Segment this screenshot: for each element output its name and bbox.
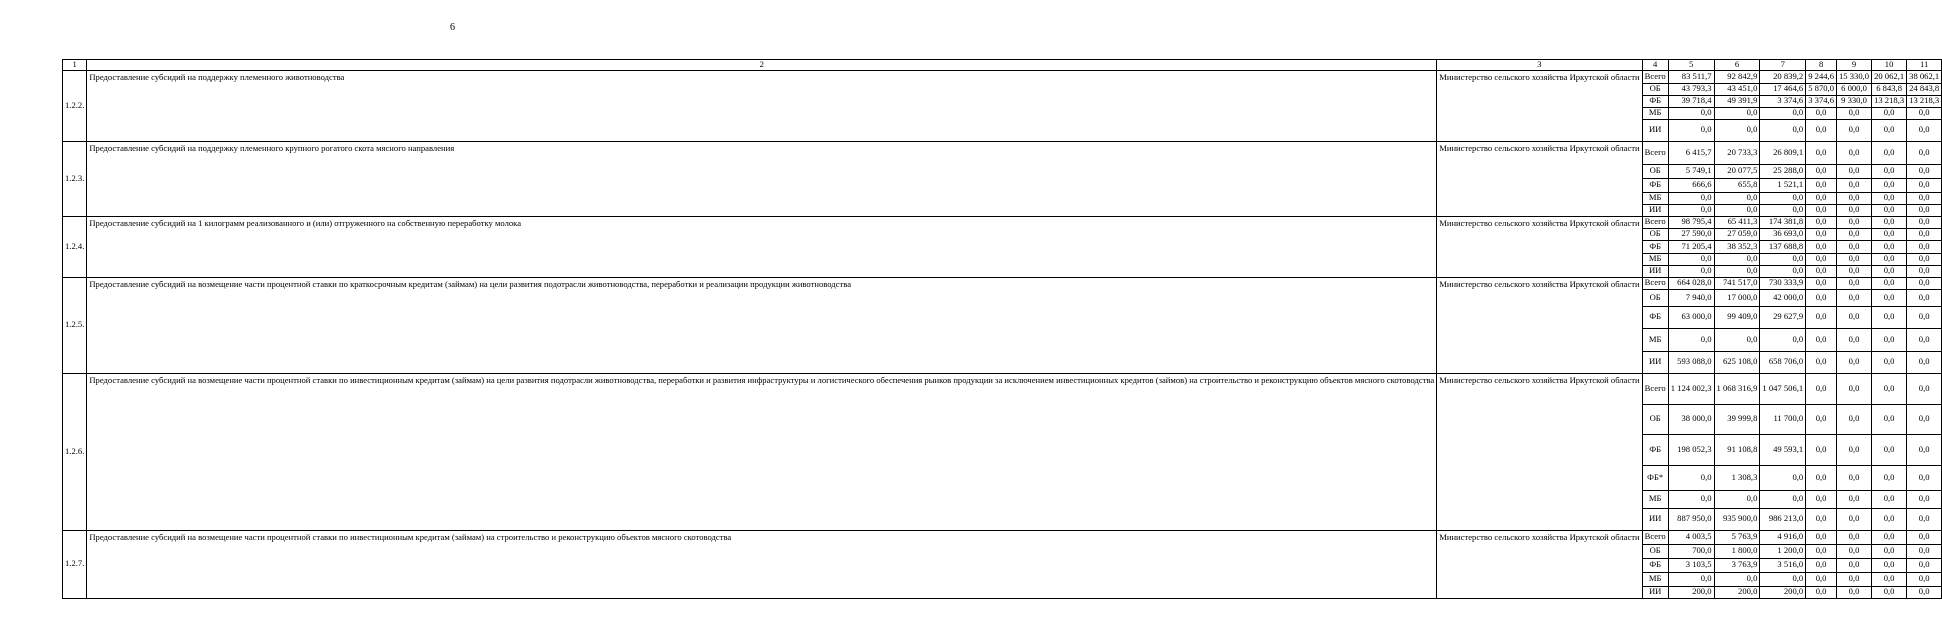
table-header xyxy=(63,60,1942,71)
value-cell: 0,0 xyxy=(1836,240,1871,253)
value-cell: 0,0 xyxy=(1907,289,1942,306)
column-header-3: 3 xyxy=(1437,60,1642,71)
funding-source: ИИ xyxy=(1642,204,1668,216)
value-cell: 0,0 xyxy=(1806,465,1837,490)
value-cell: 42 000,0 xyxy=(1760,289,1806,306)
value-cell: 0,0 xyxy=(1668,119,1714,141)
funding-source: Всего xyxy=(1642,141,1668,164)
funding-source: МБ xyxy=(1642,328,1668,351)
value-cell: 0,0 xyxy=(1907,178,1942,192)
value-cell: 0,0 xyxy=(1836,204,1871,216)
funding-source: ИИ xyxy=(1642,265,1668,277)
table-row xyxy=(63,70,1942,83)
value-cell: 0,0 xyxy=(1714,253,1760,265)
value-cell: 0,0 xyxy=(1836,572,1871,586)
value-cell: 0,0 xyxy=(1836,107,1871,119)
value-cell: 0,0 xyxy=(1907,373,1942,404)
value-cell: 0,0 xyxy=(1714,107,1760,119)
value-cell: 0,0 xyxy=(1907,404,1942,434)
value-cell: 3 763,9 xyxy=(1714,558,1760,572)
value-cell: 0,0 xyxy=(1907,465,1942,490)
value-cell: 4 003,5 xyxy=(1668,530,1714,544)
value-cell: 83 511,7 xyxy=(1668,70,1714,83)
value-cell: 0,0 xyxy=(1836,530,1871,544)
value-cell: 0,0 xyxy=(1836,289,1871,306)
item-executor: Министерство сельского хозяйства Иркутской области xyxy=(1437,216,1642,277)
value-cell: 0,0 xyxy=(1872,373,1907,404)
value-cell: 0,0 xyxy=(1872,141,1907,164)
value-cell: 0,0 xyxy=(1872,289,1907,306)
value-cell: 0,0 xyxy=(1907,572,1942,586)
value-cell: 0,0 xyxy=(1806,351,1837,373)
column-header-4: 4 xyxy=(1642,60,1668,71)
value-cell: 0,0 xyxy=(1806,228,1837,240)
value-cell: 0,0 xyxy=(1668,328,1714,351)
value-cell: 9 244,6 xyxy=(1806,70,1837,83)
value-cell: 3 516,0 xyxy=(1760,558,1806,572)
value-cell: 0,0 xyxy=(1836,306,1871,328)
funding-source: ФБ xyxy=(1642,306,1668,328)
value-cell: 0,0 xyxy=(1714,192,1760,204)
value-cell: 0,0 xyxy=(1907,586,1942,598)
value-cell: 0,0 xyxy=(1872,490,1907,508)
value-cell: 625 108,0 xyxy=(1714,351,1760,373)
value-cell: 3 374,6 xyxy=(1806,95,1837,107)
value-cell: 0,0 xyxy=(1760,192,1806,204)
value-cell: 17 464,6 xyxy=(1760,83,1806,95)
value-cell: 0,0 xyxy=(1907,265,1942,277)
value-cell: 741 517,0 xyxy=(1714,277,1760,289)
item-description: Предоставление субсидий на 1 килограмм реализованного и (или) отгруженного на собственную переработку молока xyxy=(87,216,1437,277)
value-cell: 6 843,8 xyxy=(1872,83,1907,95)
value-cell: 0,0 xyxy=(1907,508,1942,530)
value-cell: 0,0 xyxy=(1872,508,1907,530)
value-cell: 0,0 xyxy=(1806,141,1837,164)
column-header-6: 6 xyxy=(1714,60,1760,71)
value-cell: 0,0 xyxy=(1806,586,1837,598)
column-header-1: 1 xyxy=(63,60,87,71)
funding-source: ФБ* xyxy=(1642,465,1668,490)
value-cell: 0,0 xyxy=(1714,204,1760,216)
value-cell: 0,0 xyxy=(1806,277,1837,289)
value-cell: 27 059,0 xyxy=(1714,228,1760,240)
value-cell: 6 000,0 xyxy=(1836,83,1871,95)
value-cell: 730 333,9 xyxy=(1760,277,1806,289)
value-cell: 20 733,3 xyxy=(1714,141,1760,164)
value-cell: 0,0 xyxy=(1872,107,1907,119)
item-code: 1.2.7. xyxy=(63,530,87,598)
value-cell: 0,0 xyxy=(1806,192,1837,204)
value-cell: 0,0 xyxy=(1806,373,1837,404)
funding-source: ИИ xyxy=(1642,586,1668,598)
column-header-9: 9 xyxy=(1836,60,1871,71)
value-cell: 71 205,4 xyxy=(1668,240,1714,253)
value-cell: 1 068 316,9 xyxy=(1714,373,1760,404)
value-cell: 39 999,8 xyxy=(1714,404,1760,434)
value-cell: 0,0 xyxy=(1907,119,1942,141)
value-cell: 887 950,0 xyxy=(1668,508,1714,530)
value-cell: 0,0 xyxy=(1760,572,1806,586)
table-row xyxy=(63,530,1942,544)
item-code: 1.2.5. xyxy=(63,277,87,373)
funding-source: Всего xyxy=(1642,373,1668,404)
value-cell: 0,0 xyxy=(1872,119,1907,141)
value-cell: 0,0 xyxy=(1668,192,1714,204)
funding-source: Всего xyxy=(1642,216,1668,228)
value-cell: 0,0 xyxy=(1872,240,1907,253)
value-cell: 0,0 xyxy=(1907,253,1942,265)
value-cell: 593 088,0 xyxy=(1668,351,1714,373)
value-cell: 0,0 xyxy=(1806,544,1837,558)
value-cell: 0,0 xyxy=(1907,351,1942,373)
value-cell: 0,0 xyxy=(1760,265,1806,277)
column-header-2: 2 xyxy=(87,60,1437,71)
funding-source: ОБ xyxy=(1642,289,1668,306)
value-cell: 27 590,0 xyxy=(1668,228,1714,240)
item-description: Предоставление субсидий на возмещение части процентной ставки по инвестиционным кредитам (займам) на строительство и реконструкцию объектов мясного скотоводства xyxy=(87,530,1437,598)
funding-source: МБ xyxy=(1642,490,1668,508)
funding-source: ИИ xyxy=(1642,351,1668,373)
value-cell: 0,0 xyxy=(1907,216,1942,228)
value-cell: 0,0 xyxy=(1872,465,1907,490)
funding-source: МБ xyxy=(1642,107,1668,119)
column-header-7: 7 xyxy=(1760,60,1806,71)
funding-source: ФБ xyxy=(1642,558,1668,572)
funding-source: МБ xyxy=(1642,192,1668,204)
value-cell: 0,0 xyxy=(1872,530,1907,544)
value-cell: 43 451,0 xyxy=(1714,83,1760,95)
funding-source: ФБ xyxy=(1642,95,1668,107)
item-code: 1.2.2. xyxy=(63,70,87,141)
item-code: 1.2.4. xyxy=(63,216,87,277)
value-cell: 0,0 xyxy=(1872,192,1907,204)
value-cell: 200,0 xyxy=(1714,586,1760,598)
value-cell: 99 409,0 xyxy=(1714,306,1760,328)
value-cell: 655,8 xyxy=(1714,178,1760,192)
value-cell: 0,0 xyxy=(1668,265,1714,277)
item-executor: Министерство сельского хозяйства Иркутской области xyxy=(1437,530,1642,598)
value-cell: 0,0 xyxy=(1907,164,1942,178)
value-cell: 0,0 xyxy=(1872,404,1907,434)
value-cell: 0,0 xyxy=(1836,558,1871,572)
value-cell: 1 800,0 xyxy=(1714,544,1760,558)
funding-source: ИИ xyxy=(1642,119,1668,141)
value-cell: 0,0 xyxy=(1872,306,1907,328)
value-cell: 198 052,3 xyxy=(1668,434,1714,465)
value-cell: 700,0 xyxy=(1668,544,1714,558)
value-cell: 25 288,0 xyxy=(1760,164,1806,178)
value-cell: 0,0 xyxy=(1907,277,1942,289)
value-cell: 91 108,8 xyxy=(1714,434,1760,465)
value-cell: 0,0 xyxy=(1836,192,1871,204)
value-cell: 43 793,3 xyxy=(1668,83,1714,95)
value-cell: 24 843,8 xyxy=(1907,83,1942,95)
value-cell: 0,0 xyxy=(1806,530,1837,544)
value-cell: 0,0 xyxy=(1907,544,1942,558)
value-cell: 0,0 xyxy=(1836,544,1871,558)
value-cell: 5 870,0 xyxy=(1806,83,1837,95)
value-cell: 137 688,8 xyxy=(1760,240,1806,253)
item-executor: Министерство сельского хозяйства Иркутской области xyxy=(1437,277,1642,373)
funding-source: ФБ xyxy=(1642,178,1668,192)
column-header-11: 11 xyxy=(1907,60,1942,71)
value-cell: 0,0 xyxy=(1907,141,1942,164)
table-row xyxy=(63,373,1942,404)
value-cell: 11 700,0 xyxy=(1760,404,1806,434)
value-cell: 0,0 xyxy=(1836,404,1871,434)
value-cell: 0,0 xyxy=(1836,216,1871,228)
value-cell: 0,0 xyxy=(1806,490,1837,508)
value-cell: 0,0 xyxy=(1806,107,1837,119)
value-cell: 0,0 xyxy=(1806,265,1837,277)
value-cell: 0,0 xyxy=(1907,530,1942,544)
value-cell: 0,0 xyxy=(1760,119,1806,141)
value-cell: 65 411,3 xyxy=(1714,216,1760,228)
value-cell: 0,0 xyxy=(1872,164,1907,178)
value-cell: 5 749,1 xyxy=(1668,164,1714,178)
funding-source: ОБ xyxy=(1642,544,1668,558)
value-cell: 0,0 xyxy=(1907,228,1942,240)
value-cell: 664 028,0 xyxy=(1668,277,1714,289)
value-cell: 0,0 xyxy=(1872,544,1907,558)
value-cell: 0,0 xyxy=(1760,490,1806,508)
value-cell: 0,0 xyxy=(1872,434,1907,465)
value-cell: 0,0 xyxy=(1872,558,1907,572)
value-cell: 0,0 xyxy=(1872,204,1907,216)
value-cell: 0,0 xyxy=(1806,119,1837,141)
value-cell: 0,0 xyxy=(1907,204,1942,216)
value-cell: 49 593,1 xyxy=(1760,434,1806,465)
funding-source: МБ xyxy=(1642,572,1668,586)
value-cell: 658 706,0 xyxy=(1760,351,1806,373)
value-cell: 0,0 xyxy=(1806,558,1837,572)
value-cell: 36 693,0 xyxy=(1760,228,1806,240)
value-cell: 0,0 xyxy=(1907,107,1942,119)
value-cell: 0,0 xyxy=(1872,253,1907,265)
value-cell: 0,0 xyxy=(1668,204,1714,216)
value-cell: 38 352,3 xyxy=(1714,240,1760,253)
value-cell: 20 839,2 xyxy=(1760,70,1806,83)
value-cell: 0,0 xyxy=(1907,306,1942,328)
value-cell: 0,0 xyxy=(1836,228,1871,240)
funding-source: ОБ xyxy=(1642,228,1668,240)
value-cell: 0,0 xyxy=(1872,178,1907,192)
value-cell: 0,0 xyxy=(1806,216,1837,228)
value-cell: 0,0 xyxy=(1872,572,1907,586)
funding-source: ИИ xyxy=(1642,508,1668,530)
value-cell: 200,0 xyxy=(1668,586,1714,598)
value-cell: 0,0 xyxy=(1836,253,1871,265)
value-cell: 0,0 xyxy=(1872,328,1907,351)
value-cell: 0,0 xyxy=(1668,107,1714,119)
value-cell: 0,0 xyxy=(1836,164,1871,178)
value-cell: 0,0 xyxy=(1907,434,1942,465)
value-cell: 0,0 xyxy=(1907,328,1942,351)
item-code: 1.2.6. xyxy=(63,373,87,530)
value-cell: 0,0 xyxy=(1836,586,1871,598)
item-code: 1.2.3. xyxy=(63,141,87,216)
value-cell: 0,0 xyxy=(1836,119,1871,141)
funding-source: МБ xyxy=(1642,253,1668,265)
value-cell: 0,0 xyxy=(1836,141,1871,164)
value-cell: 9 330,0 xyxy=(1836,95,1871,107)
value-cell: 0,0 xyxy=(1836,465,1871,490)
value-cell: 935 900,0 xyxy=(1714,508,1760,530)
value-cell: 0,0 xyxy=(1806,434,1837,465)
value-cell: 38 000,0 xyxy=(1668,404,1714,434)
funding-source: ОБ xyxy=(1642,404,1668,434)
value-cell: 63 000,0 xyxy=(1668,306,1714,328)
value-cell: 0,0 xyxy=(1872,265,1907,277)
value-cell: 6 415,7 xyxy=(1668,141,1714,164)
value-cell: 7 940,0 xyxy=(1668,289,1714,306)
value-cell: 0,0 xyxy=(1907,558,1942,572)
value-cell: 0,0 xyxy=(1714,119,1760,141)
value-cell: 0,0 xyxy=(1907,240,1942,253)
page-number: 6 xyxy=(450,22,455,33)
value-cell: 0,0 xyxy=(1806,204,1837,216)
value-cell: 0,0 xyxy=(1872,277,1907,289)
value-cell: 0,0 xyxy=(1806,508,1837,530)
funding-source: ФБ xyxy=(1642,240,1668,253)
value-cell: 0,0 xyxy=(1668,572,1714,586)
funding-source: ФБ xyxy=(1642,434,1668,465)
value-cell: 0,0 xyxy=(1668,490,1714,508)
table-row xyxy=(63,216,1942,228)
funding-source: Всего xyxy=(1642,277,1668,289)
value-cell: 0,0 xyxy=(1836,265,1871,277)
table-row xyxy=(63,141,1942,164)
value-cell: 0,0 xyxy=(1806,240,1837,253)
funding-table xyxy=(62,59,1942,599)
value-cell: 0,0 xyxy=(1872,351,1907,373)
value-cell: 0,0 xyxy=(1806,404,1837,434)
column-header-10: 10 xyxy=(1872,60,1907,71)
column-header-5: 5 xyxy=(1668,60,1714,71)
table-body xyxy=(63,70,1942,598)
value-cell: 0,0 xyxy=(1668,465,1714,490)
value-cell: 26 809,1 xyxy=(1760,141,1806,164)
value-cell: 986 213,0 xyxy=(1760,508,1806,530)
value-cell: 20 062,1 xyxy=(1872,70,1907,83)
value-cell: 0,0 xyxy=(1836,434,1871,465)
value-cell: 0,0 xyxy=(1806,328,1837,351)
value-cell: 98 795,4 xyxy=(1668,216,1714,228)
value-cell: 0,0 xyxy=(1836,178,1871,192)
value-cell: 0,0 xyxy=(1714,572,1760,586)
value-cell: 3 374,6 xyxy=(1760,95,1806,107)
value-cell: 17 000,0 xyxy=(1714,289,1760,306)
item-executor: Министерство сельского хозяйства Иркутской области xyxy=(1437,70,1642,141)
value-cell: 1 200,0 xyxy=(1760,544,1806,558)
value-cell: 0,0 xyxy=(1836,508,1871,530)
value-cell: 0,0 xyxy=(1836,351,1871,373)
value-cell: 1 047 506,1 xyxy=(1760,373,1806,404)
value-cell: 38 062,1 xyxy=(1907,70,1942,83)
item-description: Предоставление субсидий на возмещение части процентной ставки по краткосрочным кредитам (займам) на цели развития подотрасли животноводства, переработки и реализации продукции животноводства xyxy=(87,277,1437,373)
value-cell: 0,0 xyxy=(1760,204,1806,216)
value-cell: 0,0 xyxy=(1806,178,1837,192)
value-cell: 0,0 xyxy=(1714,490,1760,508)
value-cell: 0,0 xyxy=(1806,289,1837,306)
item-executor: Министерство сельского хозяйства Иркутской области xyxy=(1437,141,1642,216)
value-cell: 0,0 xyxy=(1836,277,1871,289)
value-cell: 0,0 xyxy=(1714,265,1760,277)
value-cell: 39 718,4 xyxy=(1668,95,1714,107)
value-cell: 0,0 xyxy=(1668,253,1714,265)
funding-source: ОБ xyxy=(1642,164,1668,178)
value-cell: 0,0 xyxy=(1907,192,1942,204)
value-cell: 0,0 xyxy=(1907,490,1942,508)
item-executor: Министерство сельского хозяйства Иркутской области xyxy=(1437,373,1642,530)
value-cell: 15 330,0 xyxy=(1836,70,1871,83)
column-header-8: 8 xyxy=(1806,60,1837,71)
value-cell: 0,0 xyxy=(1872,228,1907,240)
value-cell: 0,0 xyxy=(1836,328,1871,351)
value-cell: 1 124 002,3 xyxy=(1668,373,1714,404)
value-cell: 0,0 xyxy=(1714,328,1760,351)
funding-source: Всего xyxy=(1642,530,1668,544)
value-cell: 13 218,3 xyxy=(1907,95,1942,107)
value-cell: 666,6 xyxy=(1668,178,1714,192)
value-cell: 3 103,5 xyxy=(1668,558,1714,572)
funding-source: Всего xyxy=(1642,70,1668,83)
value-cell: 20 077,5 xyxy=(1714,164,1760,178)
value-cell: 0,0 xyxy=(1760,253,1806,265)
value-cell: 0,0 xyxy=(1806,306,1837,328)
value-cell: 1 521,1 xyxy=(1760,178,1806,192)
table-row xyxy=(63,277,1942,289)
value-cell: 0,0 xyxy=(1760,107,1806,119)
value-cell: 0,0 xyxy=(1836,373,1871,404)
item-description: Предоставление субсидий на поддержку племенного животноводства xyxy=(87,70,1437,141)
funding-source: ОБ xyxy=(1642,83,1668,95)
value-cell: 49 391,9 xyxy=(1714,95,1760,107)
value-cell: 0,0 xyxy=(1806,253,1837,265)
value-cell: 1 308,3 xyxy=(1714,465,1760,490)
value-cell: 0,0 xyxy=(1760,328,1806,351)
value-cell: 0,0 xyxy=(1872,586,1907,598)
value-cell: 29 627,9 xyxy=(1760,306,1806,328)
value-cell: 0,0 xyxy=(1760,465,1806,490)
value-cell: 174 381,8 xyxy=(1760,216,1806,228)
value-cell: 0,0 xyxy=(1806,572,1837,586)
value-cell: 5 763,9 xyxy=(1714,530,1760,544)
value-cell: 4 916,0 xyxy=(1760,530,1806,544)
value-cell: 13 218,3 xyxy=(1872,95,1907,107)
value-cell: 200,0 xyxy=(1760,586,1806,598)
value-cell: 92 842,9 xyxy=(1714,70,1760,83)
value-cell: 0,0 xyxy=(1836,490,1871,508)
value-cell: 0,0 xyxy=(1872,216,1907,228)
value-cell: 0,0 xyxy=(1806,164,1837,178)
item-description: Предоставление субсидий на поддержку племенного крупного рогатого скота мясного направления xyxy=(87,141,1437,216)
item-description: Предоставление субсидий на возмещение части процентной ставки по инвестиционным кредитам (займам) на цели развития подотрасли животноводства, переработки и развития инфраструктуры и логистического обеспечения рынков продукции за исключением инвестиционных кредитов (займов) на строительство и реконструкцию объектов мясного скотоводства xyxy=(87,373,1437,530)
